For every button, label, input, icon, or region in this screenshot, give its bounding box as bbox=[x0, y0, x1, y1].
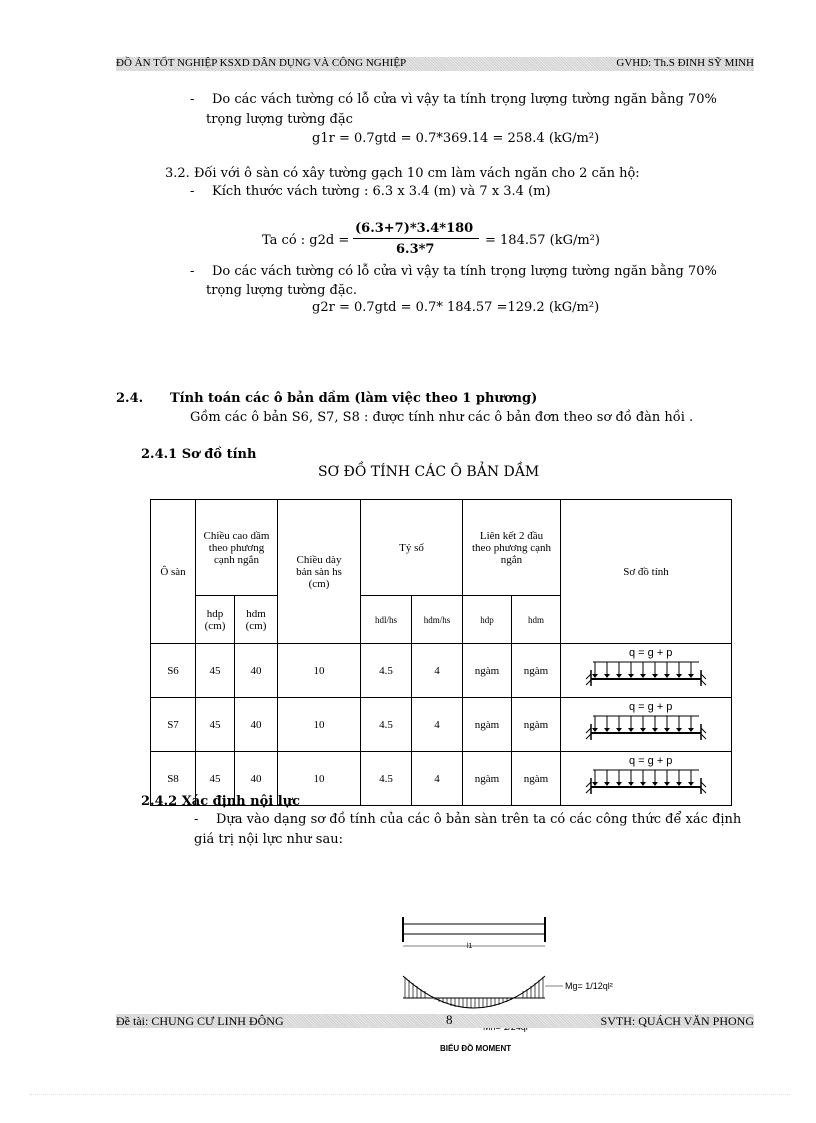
dash: - bbox=[190, 264, 195, 279]
cell-o: S7 bbox=[151, 698, 196, 752]
th-chieu-cao-text: Chiều cao dầm theo phương cạnh ngắn bbox=[203, 529, 270, 566]
cell-hdm: 40 bbox=[235, 752, 278, 806]
para2-formula: g2r = 0.7gtd = 0.7* 184.57 =129.2 (kG/m²) bbox=[312, 300, 600, 315]
th-lk1: hdp bbox=[463, 596, 512, 644]
cell-hs: 10 bbox=[278, 644, 361, 698]
th-ratio2: hdm/hs bbox=[412, 596, 463, 644]
th-hdp: hdp (cm) bbox=[196, 596, 235, 644]
header-right: GVHD: Th.S ĐINH SỸ MINH bbox=[616, 57, 754, 69]
th-o-san: Ô sàn bbox=[151, 500, 196, 644]
cell-o: S8 bbox=[151, 752, 196, 806]
th-chieu-day-text: Chiều dày bản sàn hs (cm) bbox=[296, 553, 342, 590]
cell-hdp: 45 bbox=[196, 644, 235, 698]
cell-l1: ngàm bbox=[463, 644, 512, 698]
cell-l2: ngàm bbox=[512, 752, 561, 806]
diagram-caption: BIỂU ĐỒ MOMENT bbox=[440, 1044, 512, 1053]
th-so-do: Sơ đồ tính bbox=[561, 500, 732, 644]
slab-table bbox=[150, 499, 732, 806]
cell-hdm: 40 bbox=[235, 644, 278, 698]
load-label: q = g + p bbox=[629, 647, 673, 659]
s24-num: 2.4. bbox=[116, 391, 144, 406]
th-lien-ket bbox=[463, 500, 561, 596]
load-label: q = g + p bbox=[629, 755, 673, 767]
dash: - bbox=[190, 184, 195, 199]
para2-line1: Do các vách tường có lỗ cửa vì vậy ta tính trọng lượng tường ngăn bằng 70% bbox=[212, 264, 717, 279]
s32-numerator: (6.3+7)*3.4*180 bbox=[355, 221, 474, 236]
beam-load-diagram bbox=[581, 700, 711, 746]
th-ty-so: Tỷ số bbox=[361, 500, 463, 596]
s32-title: 3.2. Đối với ô sàn có xây tường gạch 10 cm làm vách ngăn cho 2 căn hộ: bbox=[165, 166, 640, 181]
th-chieu-cao bbox=[196, 500, 278, 596]
footer-right: SVTH: QUÁCH VĂN PHONG bbox=[600, 1014, 754, 1028]
span-label: l1 bbox=[467, 943, 473, 950]
para1-formula: g1r = 0.7gtd = 0.7*369.14 = 258.4 (kG/m²) bbox=[312, 131, 600, 146]
s32-dims: Kích thước vách tường : 6.3 x 3.4 (m) và 7 x 3.4 (m) bbox=[212, 184, 551, 199]
table-row bbox=[151, 698, 732, 752]
table-row bbox=[151, 644, 732, 698]
beam-diagram-cell bbox=[561, 752, 732, 806]
cell-hdp: 45 bbox=[196, 698, 235, 752]
s242-title: 2.4.2 Xác định nội lực bbox=[141, 794, 301, 809]
cell-l2: ngàm bbox=[512, 698, 561, 752]
cell-r1: 4.5 bbox=[361, 752, 412, 806]
cell-hdm: 40 bbox=[235, 698, 278, 752]
s32-result: = 184.57 (kG/m²) bbox=[485, 233, 600, 248]
dash: - bbox=[194, 812, 199, 827]
cell-l2: ngàm bbox=[512, 644, 561, 698]
beam-diagram-cell bbox=[561, 698, 732, 752]
mg-label: Mg= 1/12ql² bbox=[565, 981, 613, 991]
th-hdm: hdm (cm) bbox=[235, 596, 278, 644]
cell-o: S6 bbox=[151, 644, 196, 698]
cell-r2: 4 bbox=[412, 698, 463, 752]
cell-hs: 10 bbox=[278, 698, 361, 752]
cell-hdp: 45 bbox=[196, 752, 235, 806]
cell-l1: ngàm bbox=[463, 752, 512, 806]
th-lk2: hdm bbox=[512, 596, 561, 644]
beam-diagram-cell bbox=[561, 644, 732, 698]
beam-load-diagram bbox=[581, 646, 711, 692]
table-caption: SƠ ĐỒ TÍNH CÁC Ô BẢN DẦM bbox=[318, 464, 540, 480]
s32-denominator: 6.3*7 bbox=[396, 242, 435, 257]
cell-r2: 4 bbox=[412, 644, 463, 698]
page-bottom-rule bbox=[30, 1094, 790, 1095]
footer-left: Đề tài: CHUNG CƯ LINH ĐÔNG bbox=[116, 1014, 284, 1028]
s24-title: Tính toán các ô bản dầm (làm việc theo 1 phương) bbox=[170, 391, 538, 406]
s32-taco: Ta có : g2d = bbox=[262, 233, 350, 248]
para1-line1: Do các vách tường có lỗ cửa vì vậy ta tính trọng lượng tường ngăn bằng 70% bbox=[212, 92, 717, 107]
s24-desc: Gồm các ô bản S6, S7, S8 : được tính như các ô bản đơn theo sơ đồ đàn hồi . bbox=[190, 410, 694, 425]
cell-l1: ngàm bbox=[463, 698, 512, 752]
page-number: 8 bbox=[446, 1012, 453, 1027]
th-lien-ket-text: Liên kết 2 đầu theo phương cạnh ngắn bbox=[472, 529, 551, 566]
th-chieu-day bbox=[278, 500, 361, 644]
load-label: q = g + p bbox=[629, 701, 673, 713]
para1-line2: trọng lượng tường đặc bbox=[206, 112, 353, 127]
cell-r1: 4.5 bbox=[361, 644, 412, 698]
th-ratio1: hdl/hs bbox=[361, 596, 412, 644]
fraction-bar bbox=[353, 238, 479, 239]
cell-r2: 4 bbox=[412, 752, 463, 806]
para2-line2: trọng lượng tường đặc. bbox=[206, 283, 358, 298]
beam-load-diagram bbox=[581, 754, 711, 800]
s242-line2: giá trị nội lực như sau: bbox=[194, 832, 343, 847]
cell-r1: 4.5 bbox=[361, 698, 412, 752]
s242-line1: Dựa vào dạng sơ đồ tính của các ô bản sàn trên ta có các công thức để xác định bbox=[216, 812, 742, 827]
s241-title: 2.4.1 Sơ đồ tính bbox=[141, 447, 257, 462]
dash: - bbox=[190, 92, 195, 107]
header-left: ĐỒ ÁN TỐT NGHIỆP KSXD DÂN DỤNG VÀ CÔNG NGHIỆP bbox=[116, 57, 407, 69]
cell-hs: 10 bbox=[278, 752, 361, 806]
